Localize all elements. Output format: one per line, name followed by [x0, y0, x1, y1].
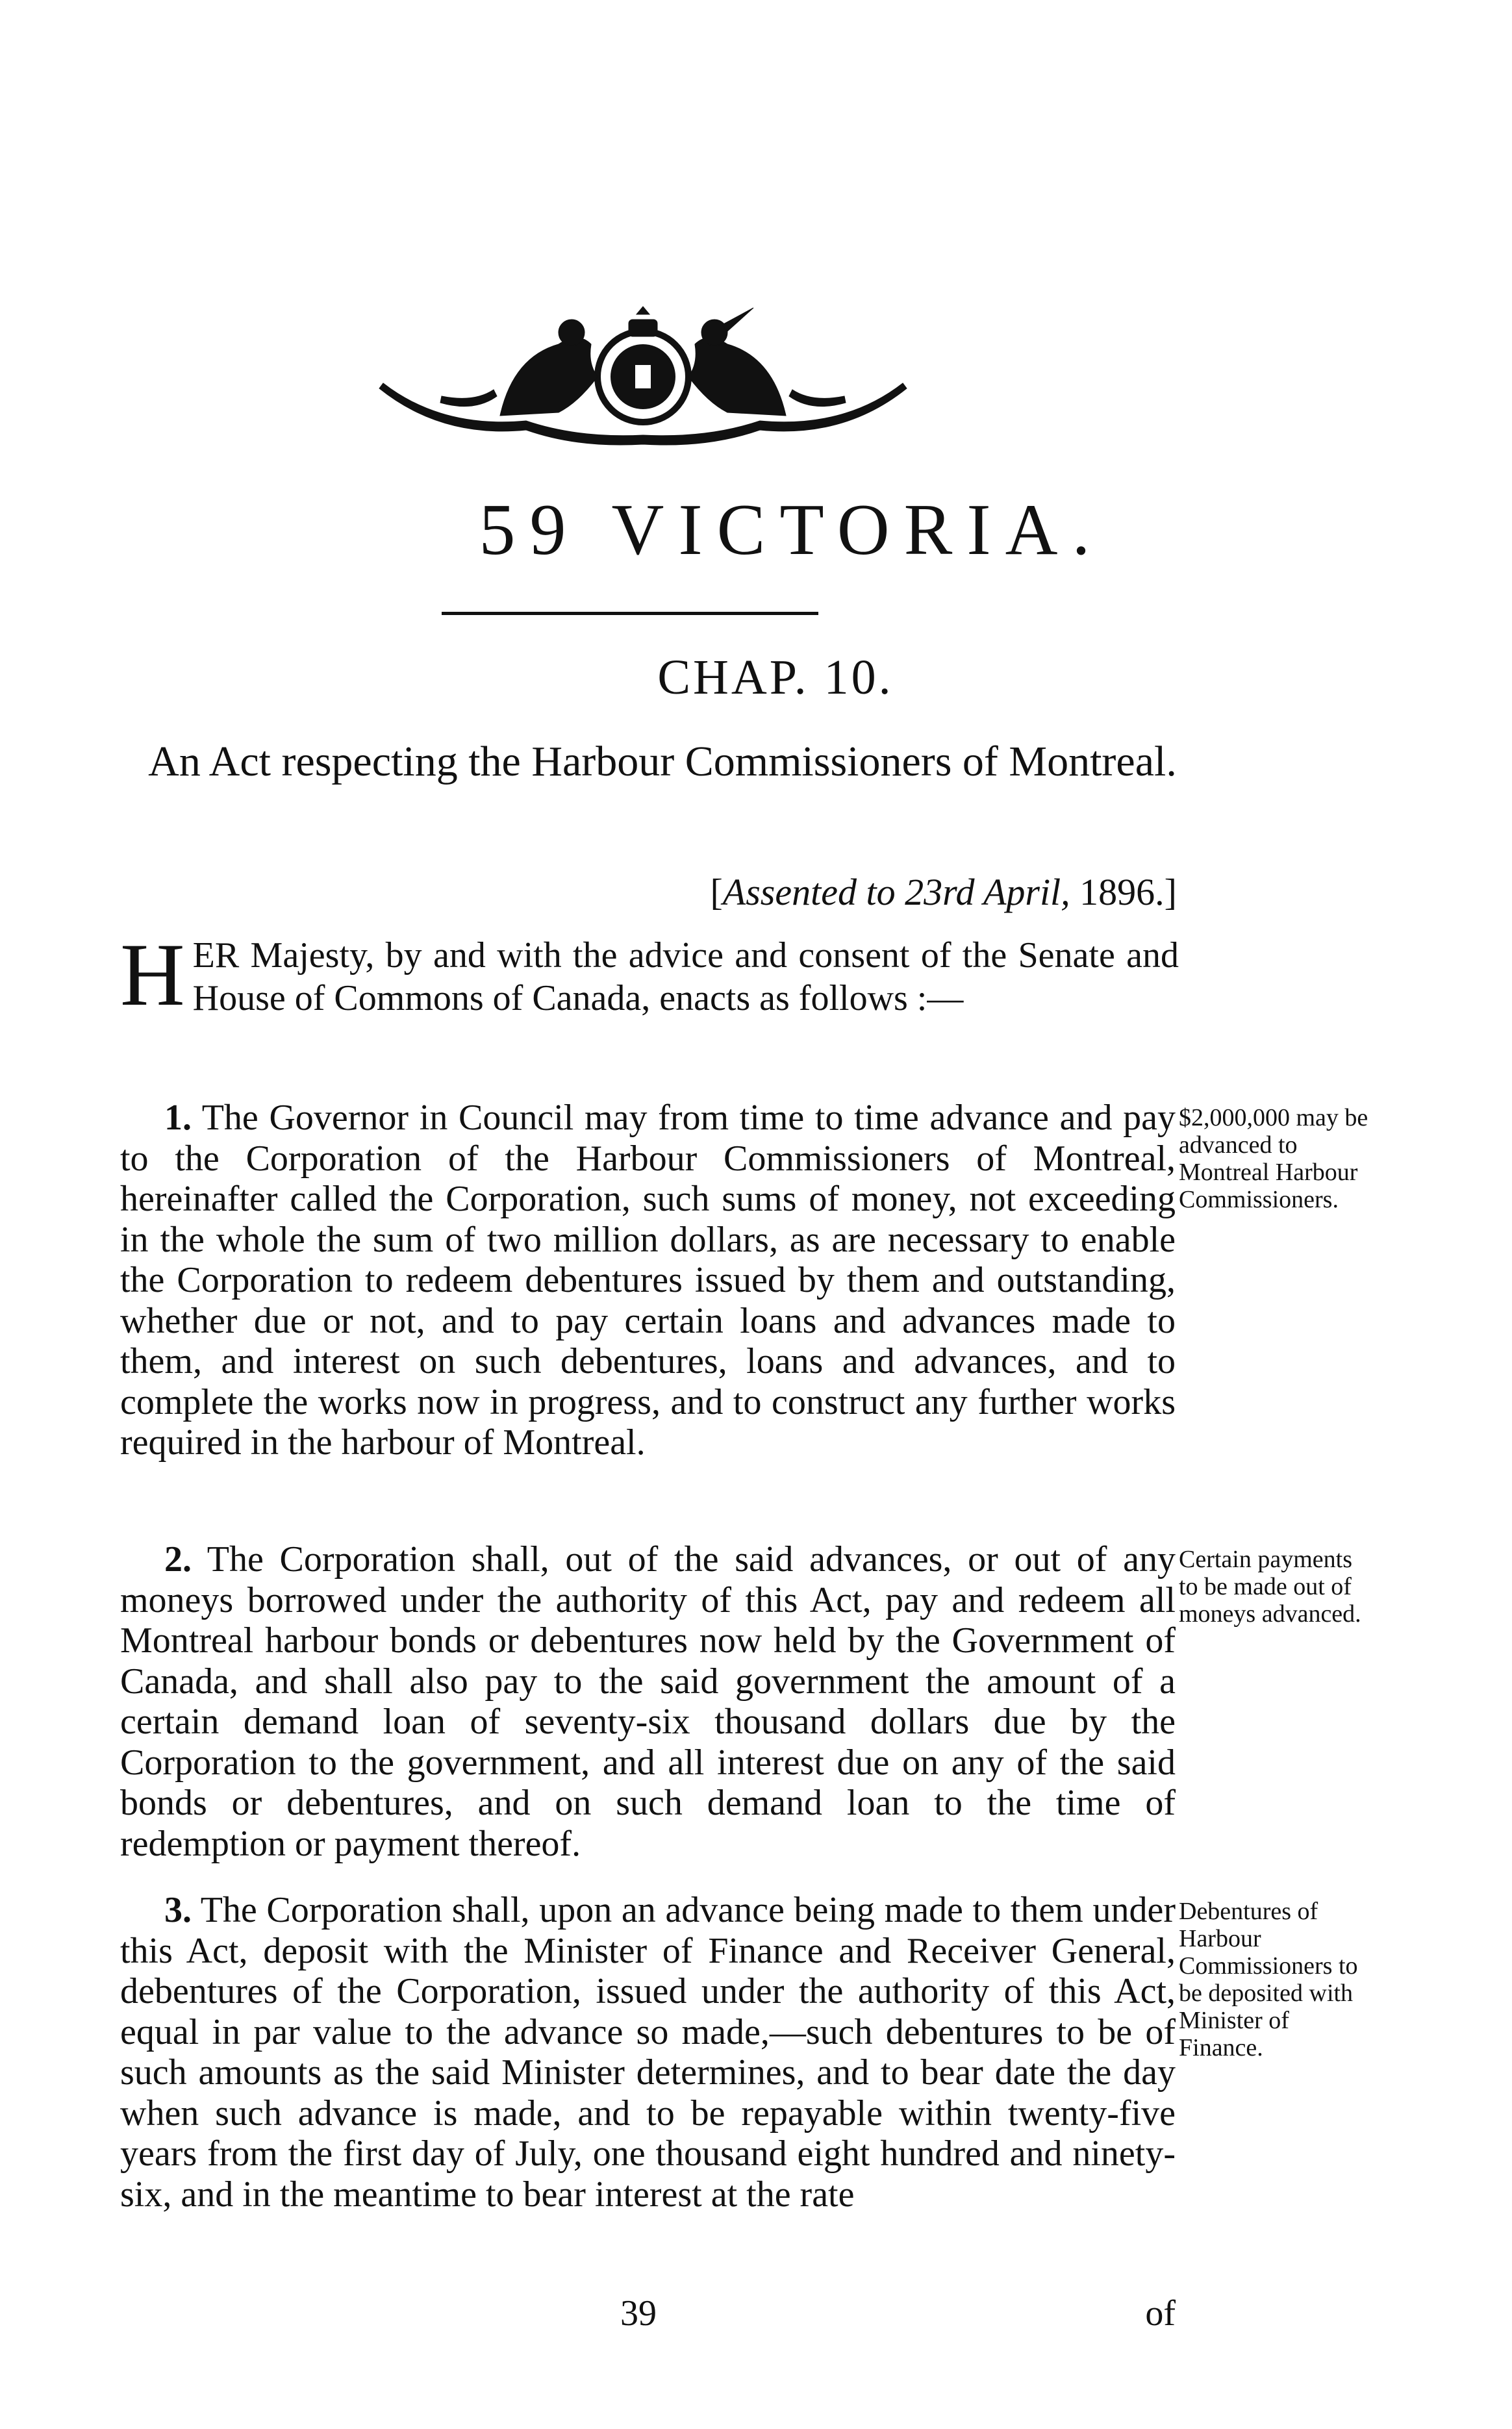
marginal-note-2: Certain payments to be made out of moneys advanced. [1179, 1546, 1361, 1628]
section-text: The Corporation shall, upon an advance being made to them under this Act, deposit with the Minister of Finance and Receiver General, debentures of the Corporation, issued under the authority of this Act, equal in par value to the advance so made,—such debentures to be of such amounts as the said Minister determines, and to bear date the day when such advance is made, and to be repayable within twenty-five years from the first day of July, one thousand eight hundred and ninety-six, and in the meantime to bear interest at the rate [120, 1890, 1176, 2215]
section-text: The Corporation shall, out of the said advances, or out of any moneys borrowed under the authority of this Act, pay and redeem all Montreal harbour bonds or debentures now held by the Government of Canada, and shall also pay to the said government the amount of a certain demand loan of seventy-six thousand dollars due by the Corporation to the government, and all interest due on any of the said bonds or debentures, and on such demand loan to the time of redemption or payment thereof. [120, 1539, 1176, 1864]
page-footer [120, 2293, 1176, 2338]
drop-cap: H [120, 925, 185, 1024]
assent-label: Assented to 23rd April, [722, 871, 1070, 913]
catchword: of [1145, 2293, 1176, 2334]
section-3 [120, 1890, 1176, 2215]
section-number: 1. [164, 1098, 192, 1138]
marginal-note-3: Debentures of Harbour Commissioners to be deposited with Minister of Finance. [1179, 1898, 1358, 2061]
chapter-number: CHAP. 10. [657, 650, 894, 705]
heading-divider [442, 612, 818, 615]
royal-arms-emblem [364, 305, 922, 455]
section-number: 2. [164, 1539, 192, 1579]
act-title: An Act respecting the Harbour Commissioners of Montreal. [148, 738, 1177, 785]
assent-date: [Assented to 23rd April, 1896.] [710, 871, 1177, 913]
section-2 [120, 1539, 1176, 1864]
regnal-year-heading: 59 VICTORIA. [479, 490, 1105, 570]
assent-year: 1896. [1079, 871, 1165, 913]
enacting-clause [120, 925, 1179, 1024]
section-text: The Governor in Council may from time to time advance and pay to the Corporation of the Harbour Commissioners of Montreal, hereinafter called the Corporation, such sums of money, not exceeding in the whole the sum of two million dollars, as are necessary to enable the Corporation to redeem debentures issued by them and outstanding, whether due or not, and to pay certain loans and advances made to them, and interest on such debentures, loans and advances, and to complete the works now in progress, and to construct any further works required in the harbour of Montreal. [120, 1098, 1176, 1463]
page-number: 39 [620, 2293, 657, 2334]
marginal-note-1: $2,000,000 may be advanced to Montreal Harbour Commissioners. [1179, 1104, 1368, 1213]
section-number: 3. [164, 1890, 192, 1930]
enacting-clause-text: ER Majesty, by and with the advice and consent of the Senate and House of Commons of Canada, enacts as follows :— [192, 935, 1179, 1018]
section-1 [120, 1098, 1176, 1463]
